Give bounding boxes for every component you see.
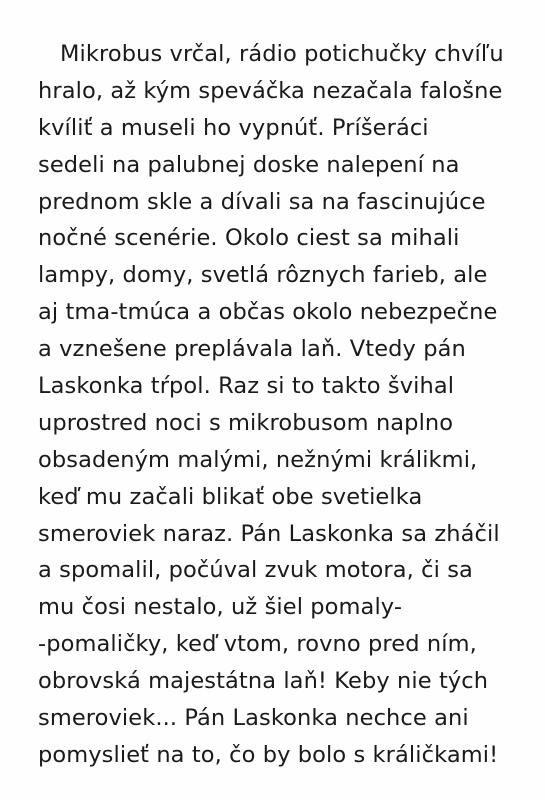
text-line: Mikrobus vrčal, rádio potichučky chvíľu xyxy=(60,41,504,67)
text-line: sedeli na palubnej doske nalepení na xyxy=(38,151,460,178)
text-line: keď mu začali blikať obe svetielka xyxy=(38,483,423,510)
text-line: prednom skle a dívali sa na fascinujúce xyxy=(38,188,486,215)
text-line: -pomaličky, keď vtom, rovno pred ním, xyxy=(38,631,477,658)
text-line: obsadeným malými, nežnými králikmi, xyxy=(38,446,478,473)
text-line: a vznešene preplávala laň. Vtedy pán xyxy=(38,336,466,363)
text-line: kvíliť a museli ho vypnúť. Príšeráci xyxy=(38,114,429,141)
paragraph xyxy=(38,36,518,774)
text-line: Laskonka tŕpol. Raz si to takto švihal xyxy=(38,373,455,400)
text-line: lampy, domy, svetlá rôznych farieb, ale xyxy=(38,262,488,289)
text-line: smeroviek... Pán Laskonka nechce ani xyxy=(38,705,469,732)
text-line: mu čosi nestalo, už šiel pomaly- xyxy=(38,594,403,621)
text-line: a spomalil, počúval zvuk motora, či sa xyxy=(38,557,473,584)
text-line: obrovská majestátna laň! Keby nie tých xyxy=(38,668,489,695)
text-line: smeroviek naraz. Pán Laskonka sa zháčil xyxy=(38,520,500,547)
text-line: hralo, až kým speváčka nezačala falošne xyxy=(38,77,503,104)
text-line: aj tma-tmúca a občas okolo nebezpečne xyxy=(38,299,498,326)
text-line: uprostred noci s mikrobusom naplno xyxy=(38,409,454,436)
text-line: pomyslieť na to, čo by bolo s králičkami! xyxy=(38,741,499,768)
text-line: nočné scenérie. Okolo ciest sa mihali xyxy=(38,225,460,252)
